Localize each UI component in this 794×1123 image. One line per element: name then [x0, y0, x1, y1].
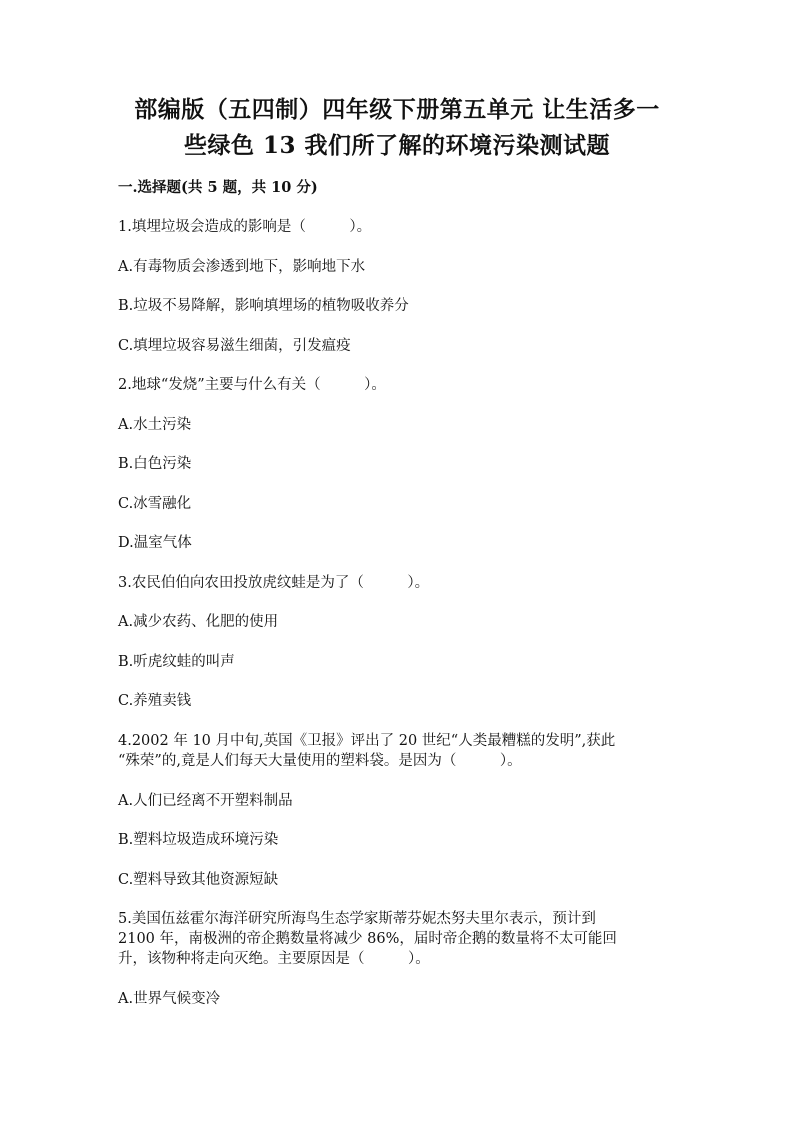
- question-2-stem: 2.地球“发烧”主要与什么有关（ ）。: [118, 377, 386, 393]
- question-1-option-a: A.有毒物质会渗透到地下，影响地下水: [118, 259, 366, 275]
- question-4-stem-line-2: “殊荣”的,竟是人们每天大量使用的塑料袋。是因为（ ）。: [118, 753, 522, 769]
- page-title-line-2: 些绿色 13 我们所了解的环境污染测试题: [183, 132, 611, 159]
- section-heading: 一.选择题(共 5 题，共 10 分): [118, 179, 318, 196]
- page-title-line-1: 部编版（五四制）四年级下册第五单元 让生活多一: [134, 96, 660, 123]
- question-2-option-c: C.冰雪融化: [118, 496, 192, 512]
- question-5-stem-line-2: 2100 年，南极洲的帝企鹅数量将减少 86%，届时帝企鹅的数量将不太可能回: [118, 931, 617, 947]
- question-4-option-b: B.塑料垃圾造成环境污染: [118, 832, 279, 848]
- question-3-stem: 3.农民伯伯向农田投放虎纹蛙是为了（ ）。: [118, 575, 430, 591]
- question-1-option-b: B.垃圾不易降解，影响填埋场的植物吸收养分: [118, 298, 409, 314]
- question-3-option-c: C.养殖卖钱: [118, 693, 192, 709]
- question-3-option-a: A.减少农药、化肥的使用: [118, 614, 279, 630]
- question-4-stem-line-1: 4.2002 年 10 月中旬,英国《卫报》评出了 20 世纪“人类最糟糕的发明”,获此: [118, 733, 616, 749]
- question-5-stem-line-1: 5.美国伍兹霍尔海洋研究所海鸟生态学家斯蒂芬妮杰努夫里尔表示，预计到: [118, 911, 596, 927]
- question-4-option-c: C.塑料导致其他资源短缺: [118, 872, 279, 888]
- question-1-stem: 1.填埋垃圾会造成的影响是（ ）。: [118, 219, 372, 235]
- question-1-option-c: C.填埋垃圾容易滋生细菌，引发瘟疫: [118, 338, 351, 354]
- question-3-option-b: B.听虎纹蛙的叫声: [118, 654, 235, 670]
- question-2-option-b: B.白色污染: [118, 456, 192, 472]
- question-5-stem-line-3: 升，该物种将走向灭绝。主要原因是（ ）。: [118, 951, 430, 967]
- question-2-option-d: D.温室气体: [118, 535, 192, 551]
- question-5-option-a: A.世界气候变冷: [118, 991, 221, 1007]
- question-4-option-a: A.人们已经离不开塑料制品: [118, 793, 293, 809]
- question-2-option-a: A.水土污染: [118, 417, 192, 433]
